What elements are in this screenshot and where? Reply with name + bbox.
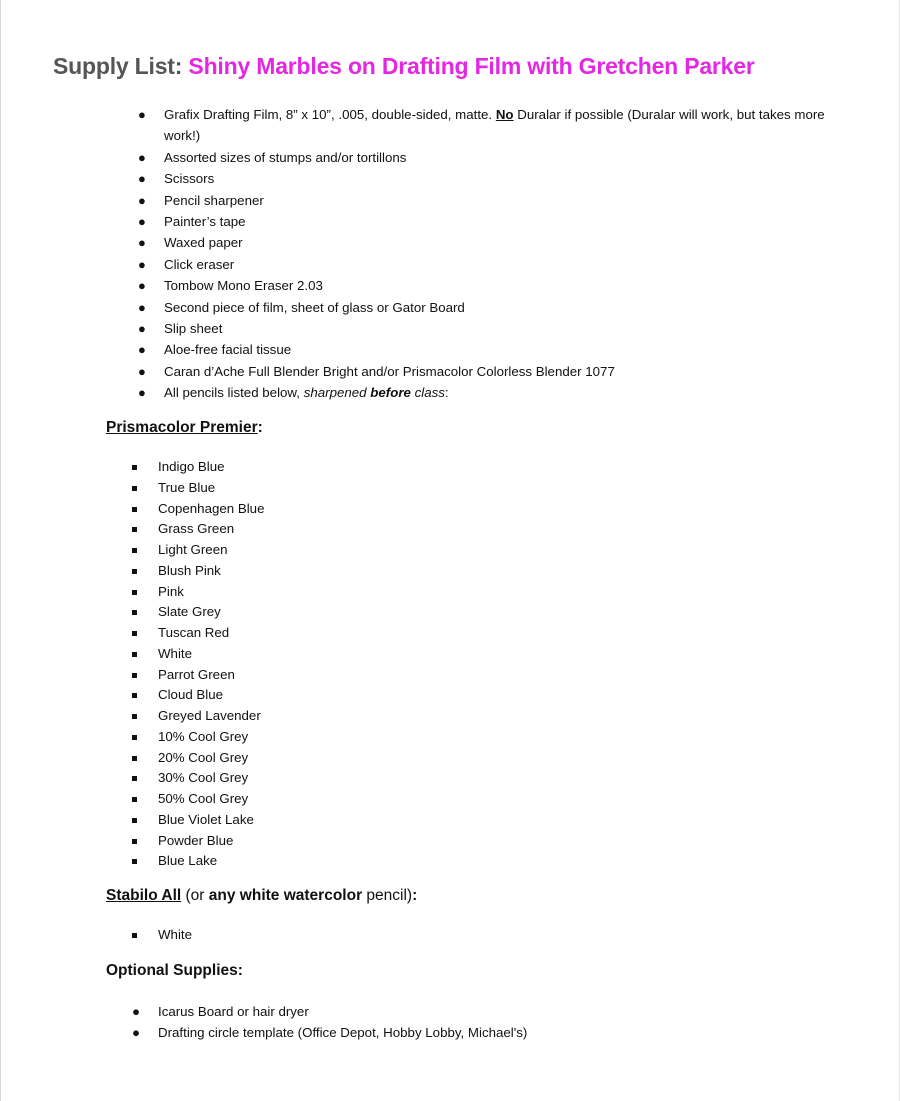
bullet-icon: ● [138, 385, 146, 401]
list-item [158, 685, 264, 706]
square-bullet-icon [132, 673, 137, 678]
pencil-name: 50% Cool Grey [158, 791, 249, 806]
pencil-name: White [158, 927, 192, 942]
list-item [138, 104, 854, 147]
pencil-name: Powder Blue [158, 832, 234, 848]
item-text: Assorted sizes of stumps and/or tortillons [164, 149, 407, 165]
list-item [158, 602, 264, 623]
pencil-name: White [158, 645, 192, 661]
square-bullet-icon [132, 933, 137, 938]
bullet-icon: ● [132, 1004, 141, 1019]
list-item [158, 706, 264, 727]
item-text: Grafix Drafting Film, 8” x 10”, .005, double-sided, matte. [164, 107, 496, 122]
square-bullet-icon [132, 548, 137, 553]
square-bullet-icon [132, 652, 137, 657]
square-bullet-icon [132, 756, 137, 761]
list-item [138, 254, 854, 275]
list-item [138, 361, 854, 382]
square-bullet-icon [132, 569, 137, 574]
prismacolor-heading [106, 419, 263, 437]
pencil-name: Pink [158, 583, 184, 599]
pencil-name: Copenhagen Blue [158, 500, 265, 516]
heading-text: Stabilo All [106, 887, 182, 904]
list-item [138, 211, 854, 232]
item-text: All pencils listed below, [164, 385, 304, 401]
stabilo-heading [106, 887, 417, 905]
optional-supplies-heading: Optional Supplies: [106, 962, 243, 979]
bullet-icon: ● [138, 192, 146, 208]
bullet-icon: ● [138, 342, 146, 358]
list-item [158, 582, 264, 603]
item-text: Pencil sharpener [164, 192, 264, 208]
square-bullet-icon [132, 818, 137, 823]
item-text: Second piece of film, sheet of glass or Gator Board [164, 299, 465, 315]
list-item [138, 382, 854, 403]
list-item [138, 232, 854, 253]
list-item [158, 519, 264, 540]
pencil-name: Greyed Lavender [158, 708, 261, 723]
item-text: Painter’s tape [164, 214, 246, 230]
heading-colon: : [257, 419, 263, 436]
square-bullet-icon [132, 610, 137, 615]
list-item [158, 644, 264, 665]
list-item [158, 457, 264, 478]
bullet-icon: ● [132, 1025, 141, 1041]
list-item [158, 851, 264, 872]
item-italic: sharpened [303, 385, 371, 401]
square-bullet-icon [132, 590, 137, 595]
list-item [132, 1022, 528, 1043]
pencil-name: Light Green [158, 542, 228, 557]
square-bullet-icon [132, 776, 137, 781]
pencil-name: Blue Violet Lake [158, 811, 254, 827]
pencil-name: True Blue [158, 479, 216, 495]
stabilo-pencil-list [158, 925, 192, 946]
list-item [138, 275, 854, 296]
pencil-name: 20% Cool Grey [158, 749, 249, 765]
pencil-name: Tuscan Red [158, 625, 230, 640]
title-separator: : [174, 53, 189, 79]
item-italic: class [410, 385, 445, 401]
optional-supplies-list [132, 1001, 528, 1044]
list-item [132, 1001, 527, 1022]
bullet-icon: ● [138, 149, 146, 165]
list-item [158, 561, 264, 582]
bullet-icon: ● [138, 107, 146, 122]
square-bullet-icon [132, 465, 137, 470]
list-item [158, 831, 264, 852]
supply-list [138, 104, 854, 404]
heading-note: (or [181, 887, 209, 904]
item-text: Caran d’Ache Full Blender Bright and/or Prismacolor Colorless Blender 1077 [164, 363, 615, 379]
pencil-name: 30% Cool Grey [158, 770, 249, 786]
square-bullet-icon [132, 486, 137, 491]
pencil-name: Blue Lake [158, 853, 218, 869]
list-item [158, 499, 264, 520]
heading-colon: : [412, 887, 418, 904]
list-item [158, 789, 264, 810]
prismacolor-pencil-list [158, 457, 264, 872]
square-bullet-icon [132, 631, 137, 636]
item-text: Aloe-free facial tissue [164, 342, 292, 358]
pencil-name: Grass Green [158, 521, 235, 537]
item-emphasis: No [495, 107, 514, 122]
page-title [53, 53, 755, 80]
item-text: : [444, 385, 449, 401]
heading-bold-note: any white watercolor [208, 887, 363, 904]
list-item [158, 727, 264, 748]
title-prefix: Supply List [53, 53, 175, 79]
square-bullet-icon [132, 735, 137, 740]
list-item [138, 168, 854, 189]
item-text: Icarus Board or hair dryer [158, 1004, 309, 1019]
list-item [138, 318, 854, 339]
pencil-name: Slate Grey [158, 604, 221, 620]
bullet-icon: ● [138, 278, 146, 294]
list-item [158, 665, 264, 686]
pencil-name: 10% Cool Grey [158, 728, 249, 744]
square-bullet-icon [132, 859, 137, 864]
course-title: Shiny Marbles on Drafting Film with Gretchen Parker [188, 53, 755, 79]
item-bold-italic: before [370, 385, 411, 401]
square-bullet-icon [132, 527, 137, 532]
square-bullet-icon [132, 839, 137, 844]
item-text: Drafting circle template (Office Depot, Hobby Lobby, Michael's) [158, 1025, 528, 1041]
bullet-icon: ● [138, 235, 146, 251]
bullet-icon: ● [138, 321, 146, 337]
list-item [138, 147, 854, 168]
bullet-icon: ● [138, 299, 146, 315]
list-item [158, 540, 264, 561]
heading-note: pencil) [362, 887, 413, 904]
pencil-name: Parrot Green [158, 666, 235, 682]
square-bullet-icon [132, 797, 137, 802]
square-bullet-icon [132, 507, 137, 512]
list-item [138, 297, 854, 318]
page-left-edge [0, 0, 1, 1101]
bullet-icon: ● [138, 171, 146, 187]
item-text: Waxed paper [164, 235, 243, 251]
square-bullet-icon [132, 693, 137, 698]
list-item [138, 339, 854, 360]
item-text: Duralar if possible (Duralar will work, but takes more work!) [164, 107, 825, 144]
item-text: Scissors [164, 171, 215, 187]
list-item [158, 810, 264, 831]
item-text: Tombow Mono Eraser 2.03 [164, 278, 323, 294]
heading-text: Prismacolor Premier [106, 419, 258, 436]
bullet-icon: ● [138, 256, 146, 272]
item-text: Slip sheet [164, 321, 223, 337]
pencil-name: Indigo Blue [158, 459, 225, 474]
pencil-name: Cloud Blue [158, 687, 224, 703]
list-item [158, 623, 264, 644]
item-text: Click eraser [164, 256, 235, 272]
square-bullet-icon [132, 714, 137, 719]
list-item [158, 478, 264, 499]
pencil-name: Blush Pink [158, 562, 221, 578]
list-item [158, 768, 264, 789]
bullet-icon: ● [138, 214, 146, 230]
list-item [158, 748, 264, 769]
list-item [158, 925, 192, 946]
bullet-icon: ● [138, 363, 146, 379]
list-item [138, 190, 854, 211]
